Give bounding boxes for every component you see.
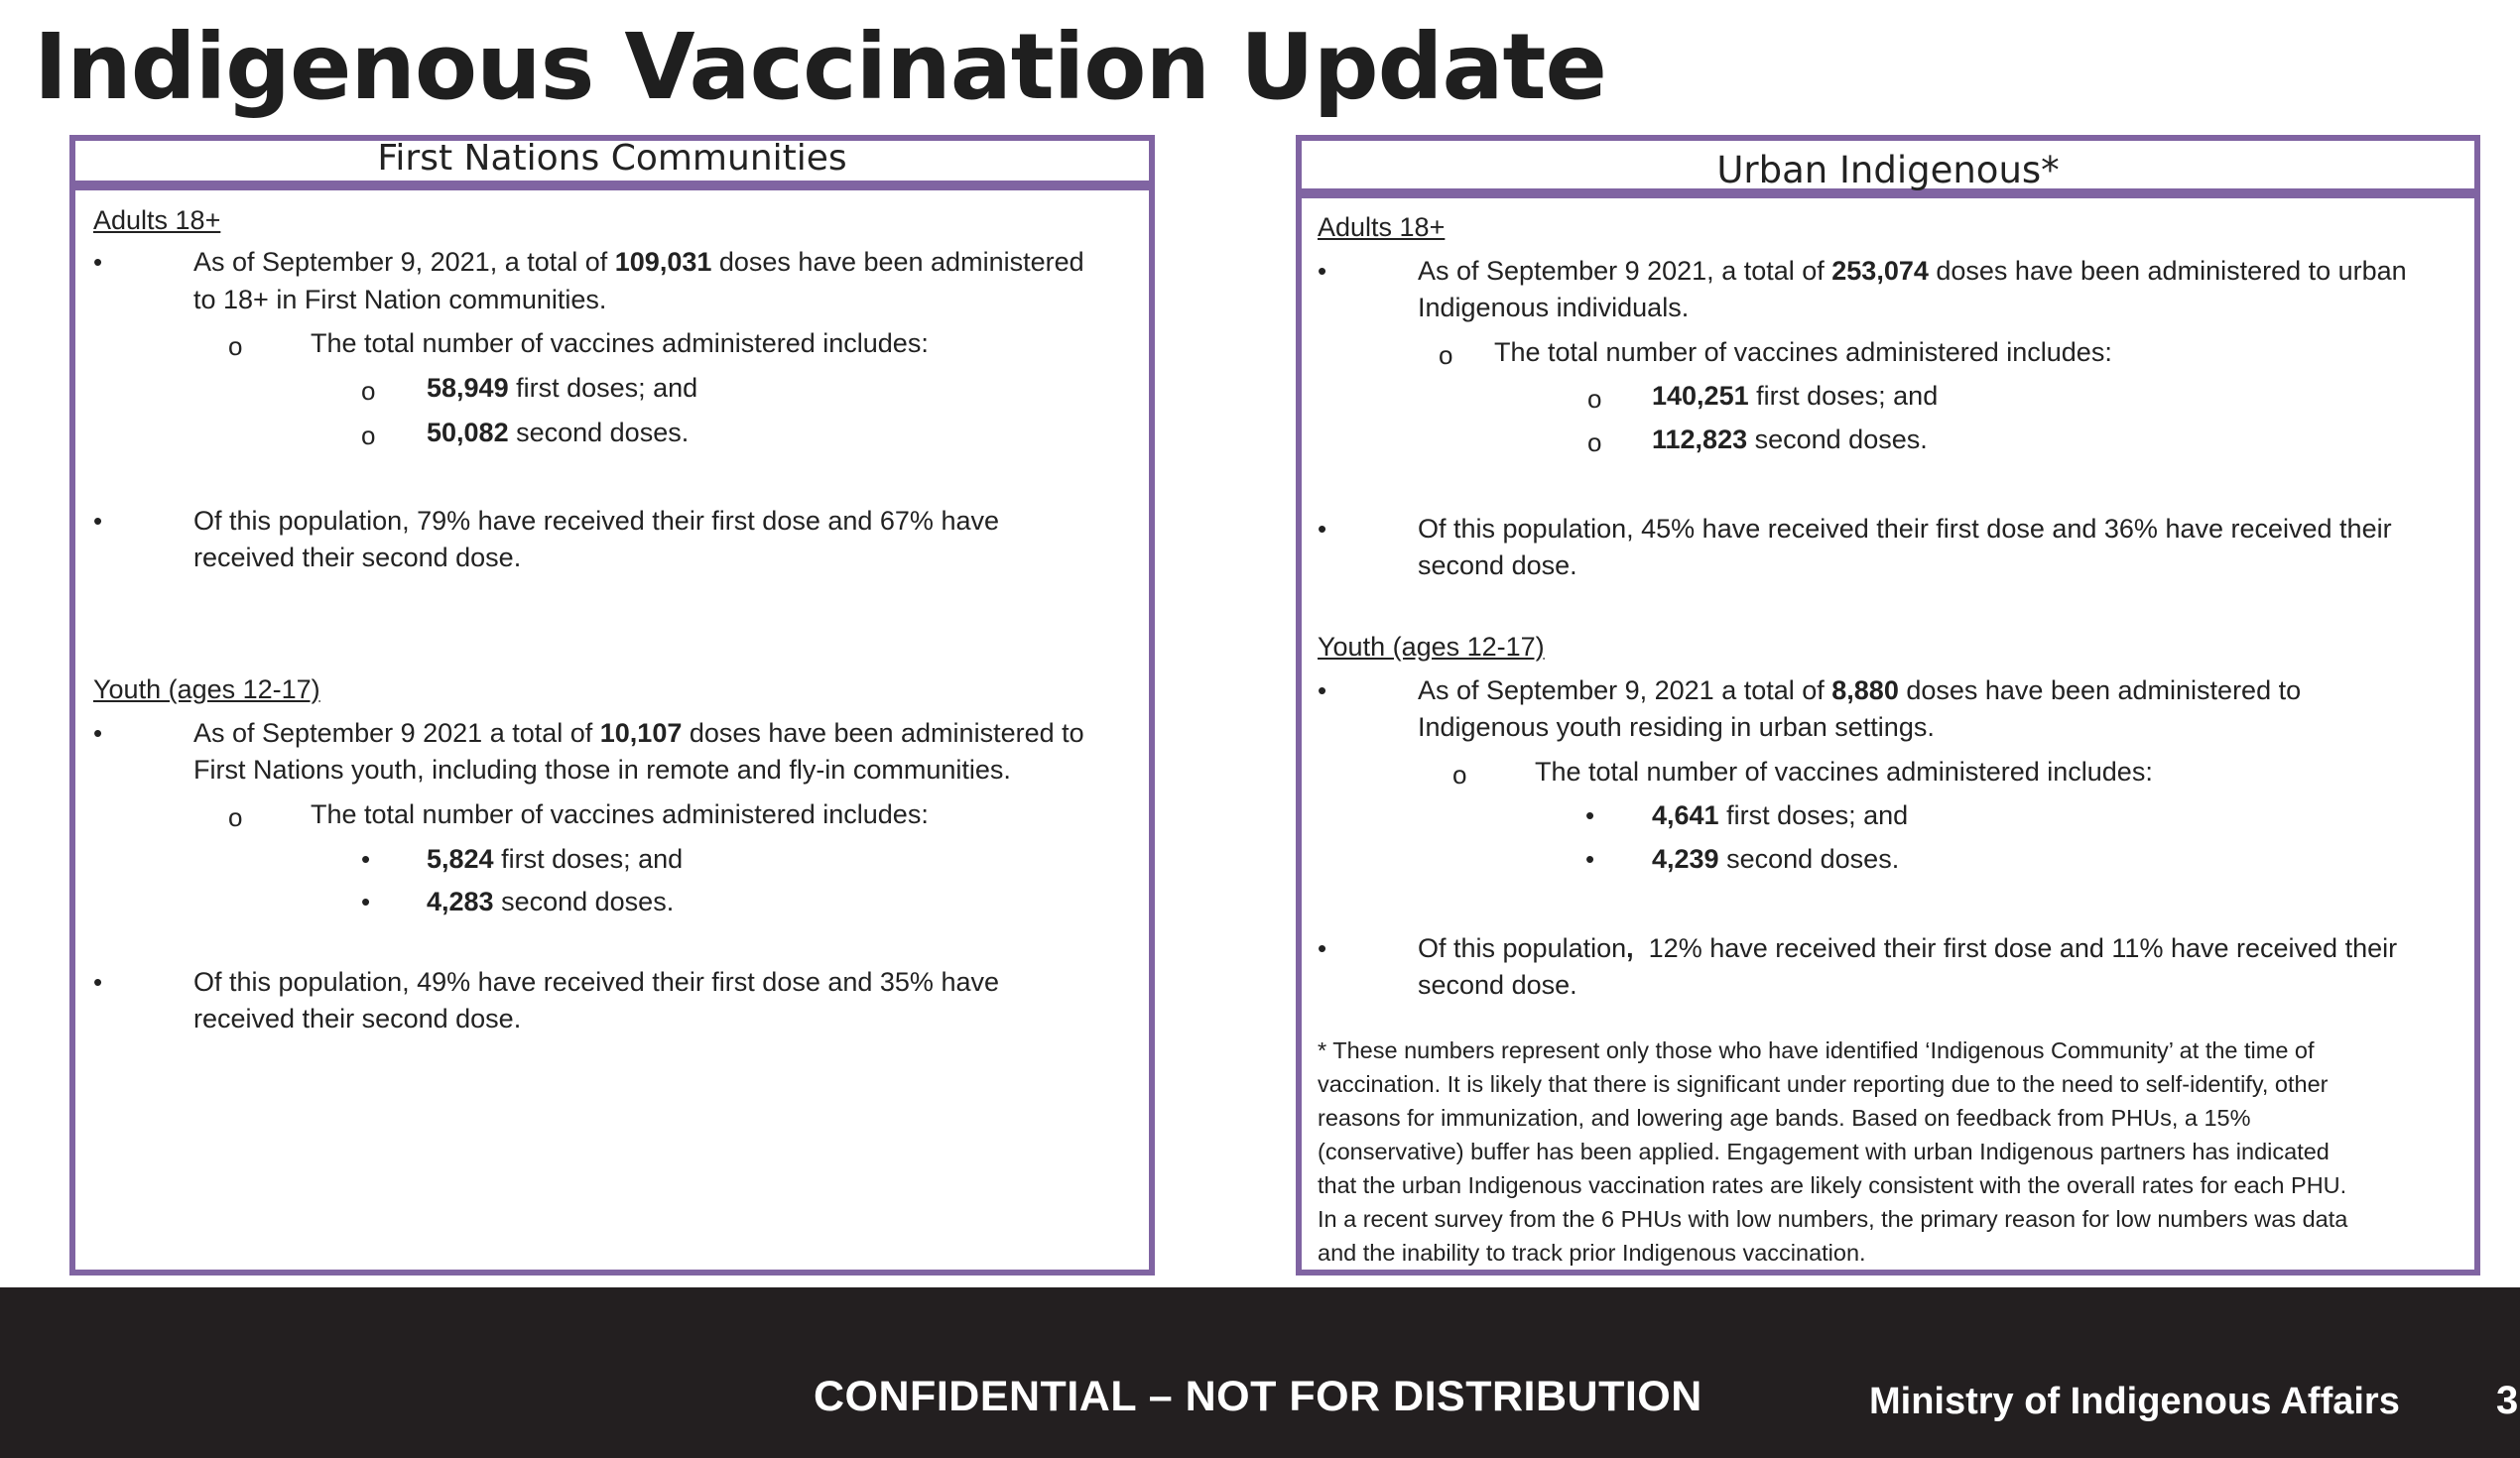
right-youth-first: 4,641 first doses; and [1652, 800, 1909, 830]
left-adults-second: 50,082 second doses. [427, 418, 690, 447]
right-adults-first: 140,251 first doses; and [1652, 381, 1939, 411]
bullet-icon: • [1318, 514, 1327, 544]
left-youth-second: 4,283 second doses. [427, 887, 675, 916]
right-youth-second: 4,239 second doses. [1652, 844, 1900, 874]
circle-bullet-icon: o [1452, 760, 1467, 790]
right-adults-sub: The total number of vaccines administered includes: [1494, 337, 2112, 367]
right-adults-b1-line2: Indigenous individuals. [1418, 293, 1690, 322]
bullet-icon: • [361, 844, 371, 874]
bullet-icon: • [1585, 844, 1595, 874]
right-youth-b2-line2: second dose. [1418, 970, 1577, 1000]
bullet-icon: • [1318, 933, 1327, 963]
footnote-line: and the inability to track prior Indigenous vaccination. [1318, 1240, 1866, 1266]
bullet-icon: • [93, 506, 103, 536]
left-adults-b2-line2: received their second dose. [193, 543, 522, 572]
circle-bullet-icon: o [228, 331, 243, 361]
left-adults-b1-line2: to 18+ in First Nation communities. [193, 285, 607, 314]
urban-indigenous-header [1296, 135, 2480, 194]
circle-bullet-icon: o [1587, 427, 1602, 457]
bullet-icon: • [1585, 800, 1595, 830]
left-adults-sub: The total number of vaccines administered includes: [311, 328, 929, 358]
footnote-line: * These numbers represent only those who have identified ‘Indigenous Community’ at the time of [1318, 1037, 2315, 1063]
bullet-icon: • [1318, 256, 1327, 286]
right-youth-heading: Youth (ages 12-17) [1318, 632, 1545, 662]
footnote-line: In a recent survey from the 6 PHUs with low numbers, the primary reason for low numbers was data [1318, 1206, 2348, 1232]
circle-bullet-icon: o [1587, 384, 1602, 414]
first-nations-header-label: First Nations Communities [377, 138, 847, 179]
bullet-icon: • [93, 247, 103, 277]
left-adults-heading: Adults 18+ [93, 205, 221, 235]
footnote-line: that the urban Indigenous vaccination rates are likely consistent with the overall rates for each PHU. [1318, 1172, 2347, 1198]
circle-bullet-icon: o [228, 802, 243, 832]
right-adults-b2-line1: Of this population, 45% have received their first dose and 36% have received their [1418, 514, 2392, 544]
left-youth-b2-line1: Of this population, 49% have received their first dose and 35% have [193, 967, 999, 997]
footer-bar [0, 1287, 2520, 1458]
right-adults-heading: Adults 18+ [1318, 212, 1446, 242]
right-adults-b2-line2: second dose. [1418, 550, 1577, 580]
footnote-line: (conservative) buffer has been applied. Engagement with urban Indigenous partners has indicated [1318, 1139, 2330, 1164]
page-number: 3 [2496, 1379, 2519, 1422]
footnote-line: vaccination. It is likely that there is significant under reporting due to the need to self-identify, other [1318, 1071, 2329, 1097]
left-adults-first: 58,949 first doses; and [427, 373, 698, 403]
right-adults-second: 112,823 second doses. [1652, 425, 1928, 454]
urban-indigenous-header-label: Urban Indigenous* [1716, 149, 2060, 191]
footnote-line: reasons for immunization, and lowering age bands. Based on feedback from PHUs, a 15% [1318, 1105, 2251, 1131]
left-adults-b2-line1: Of this population, 79% have received their first dose and 67% have [193, 506, 999, 536]
confidential-notice: CONFIDENTIAL – NOT FOR DISTRIBUTION [814, 1373, 1702, 1420]
left-youth-first: 5,824 first doses; and [427, 844, 684, 874]
left-youth-b1-line1: As of September 9 2021 a total of 10,107 doses have been administered to [193, 718, 1084, 748]
right-adults-b1-line1: As of September 9 2021, a total of 253,074 doses have been administered to urban [1418, 256, 2407, 286]
bullet-icon: • [93, 718, 103, 748]
page-title: Indigenous Vaccination Update [34, 14, 1606, 120]
bullet-icon: • [1318, 675, 1327, 705]
left-youth-sub: The total number of vaccines administered includes: [311, 799, 929, 829]
right-youth-b1-line2: Indigenous youth residing in urban settings. [1418, 712, 1935, 742]
circle-bullet-icon: o [361, 376, 376, 406]
left-youth-heading: Youth (ages 12-17) [93, 674, 320, 704]
circle-bullet-icon: o [1439, 340, 1453, 370]
left-youth-b2-line2: received their second dose. [193, 1004, 522, 1033]
ministry-name: Ministry of Indigenous Affairs [1869, 1381, 2400, 1422]
first-nations-header [69, 135, 1155, 186]
right-youth-sub: The total number of vaccines administered includes: [1535, 757, 2153, 787]
bullet-icon: • [93, 967, 103, 997]
left-adults-b1-line1: As of September 9, 2021, a total of 109,031 doses have been administered [193, 247, 1084, 277]
left-youth-b1-line2: First Nations youth, including those in remote and fly-in communities. [193, 755, 1011, 785]
right-youth-b2-line1: Of this population, 12% have received their first dose and 11% have received their [1418, 933, 2398, 963]
right-youth-b1-line1: As of September 9, 2021 a total of 8,880 doses have been administered to [1418, 675, 2302, 705]
bullet-icon: • [361, 887, 371, 916]
circle-bullet-icon: o [361, 421, 376, 450]
